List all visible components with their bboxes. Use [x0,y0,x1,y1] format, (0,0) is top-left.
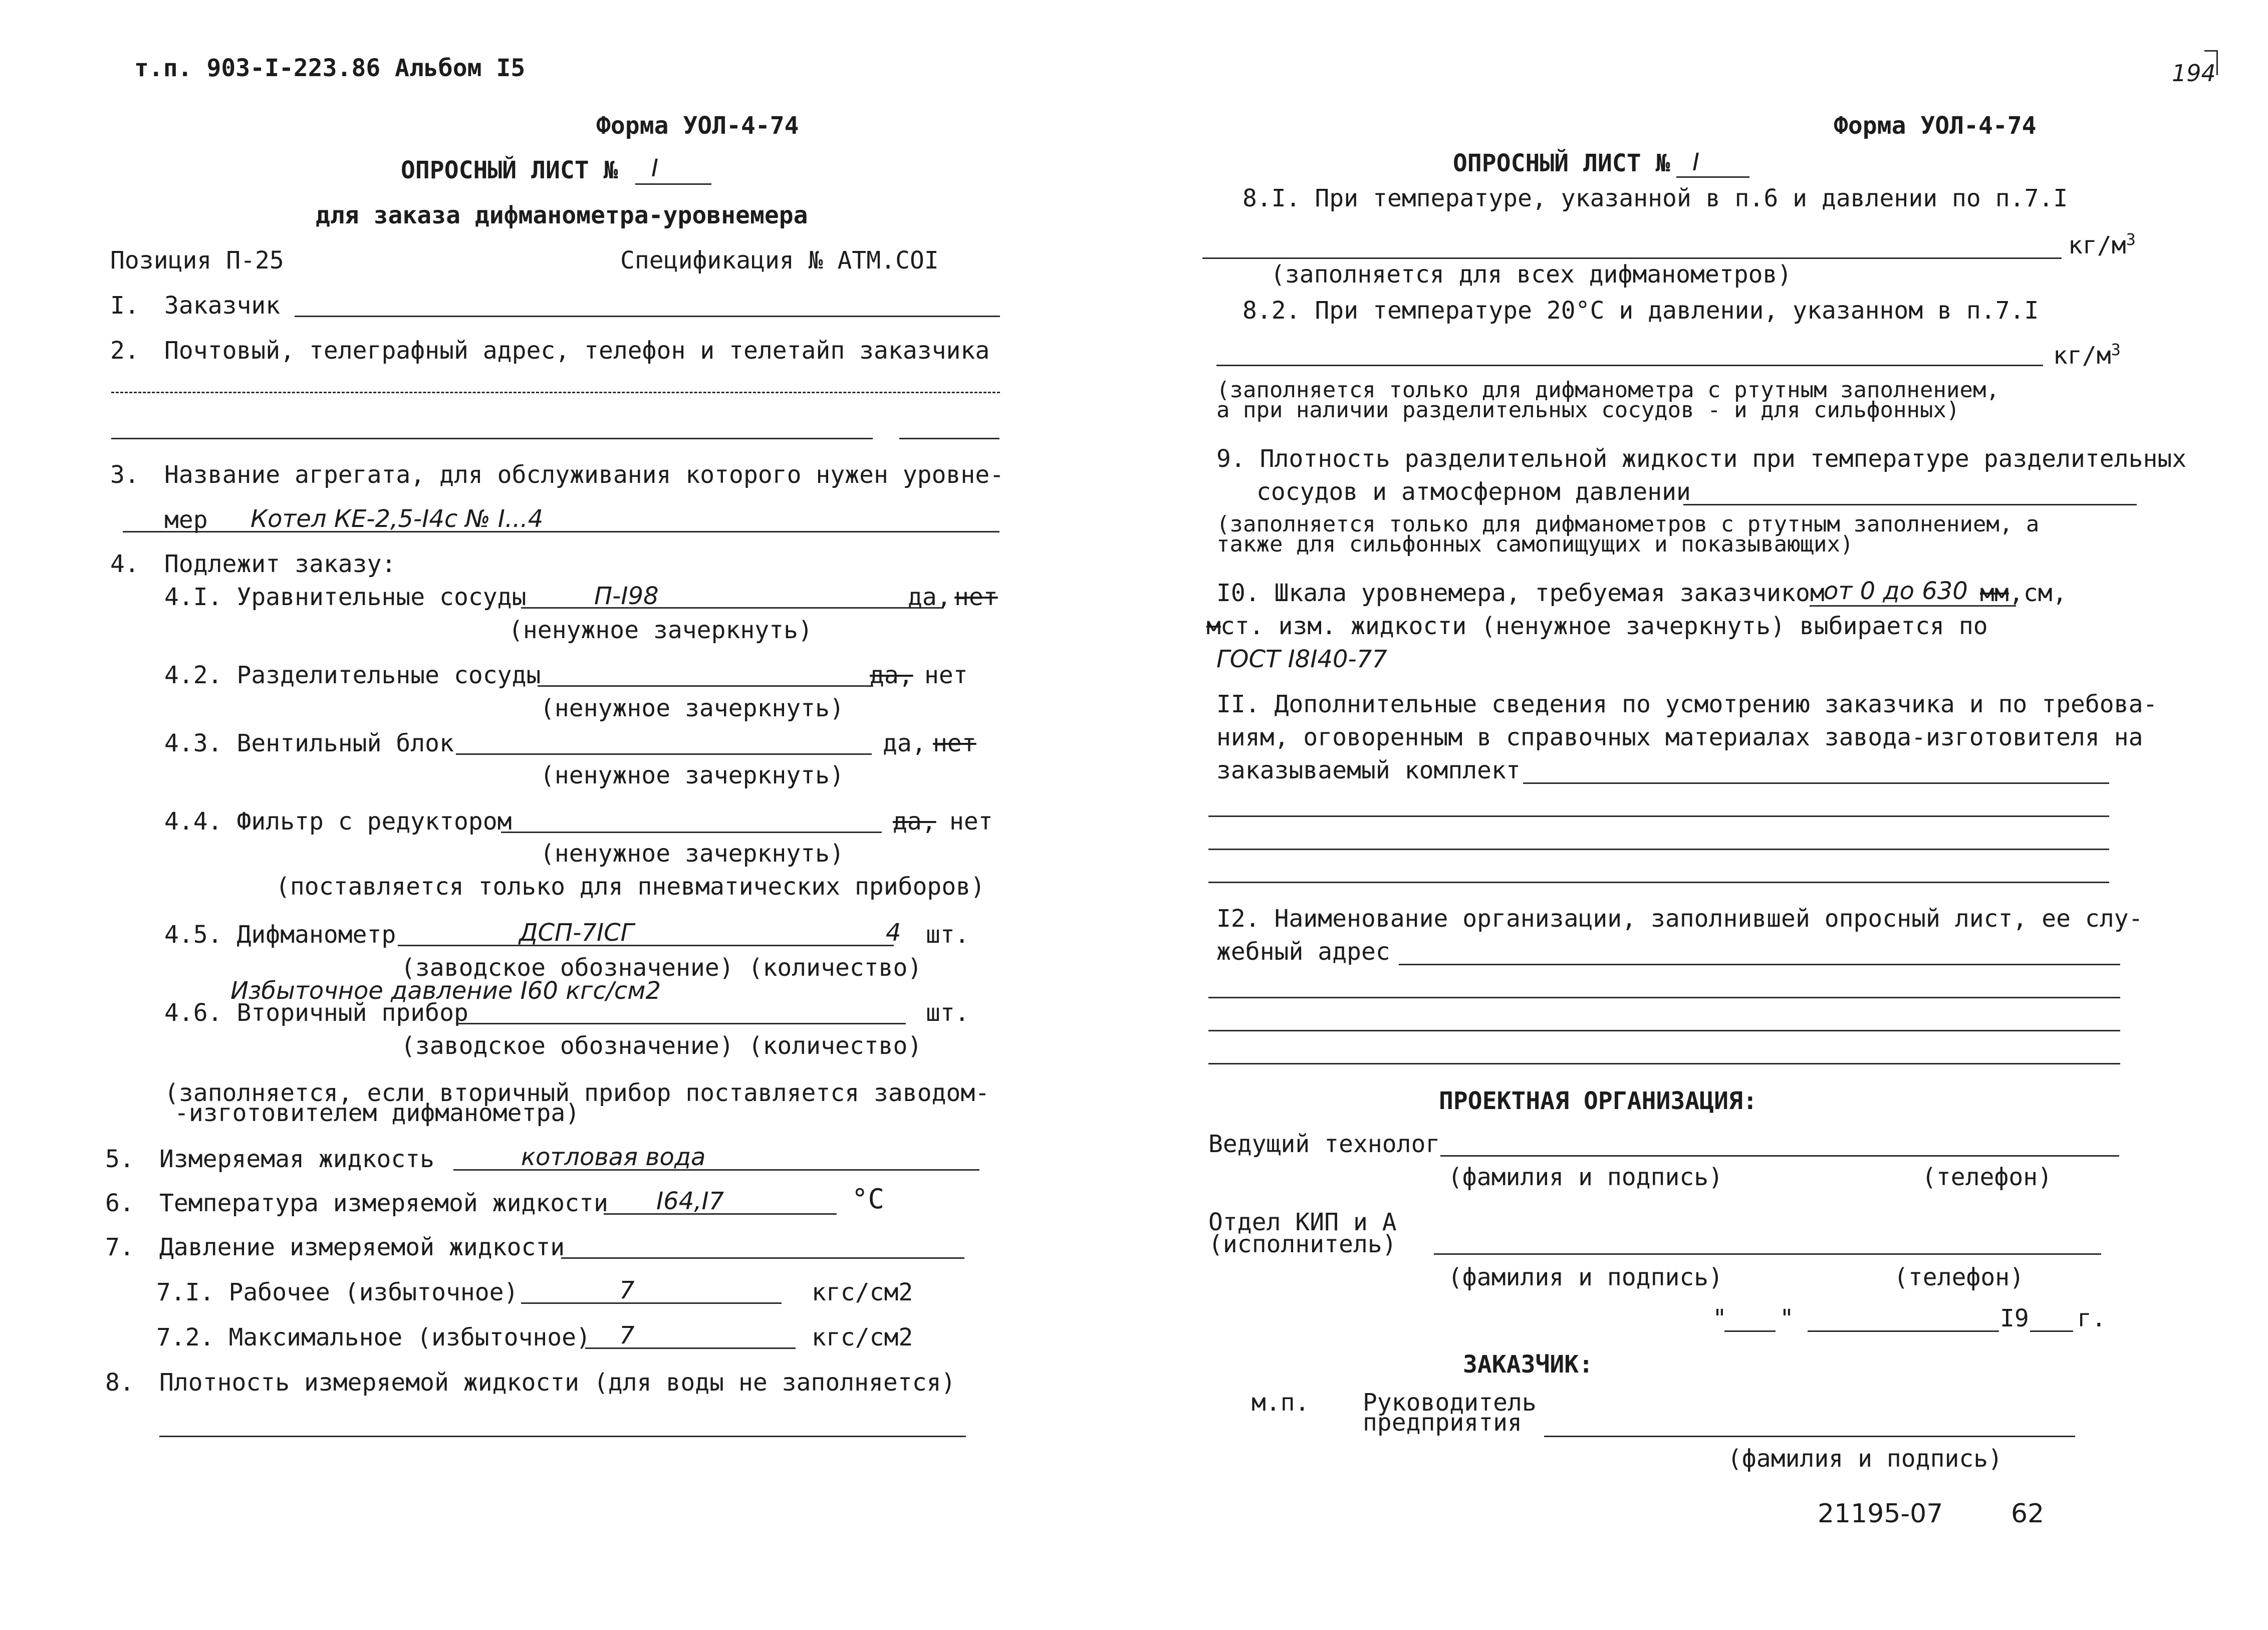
page-number: 194 [2172,60,2216,87]
enterprise-head-label-2: предприятия [1363,1409,1522,1437]
level-scale-cm[interactable]: ,см, [2009,579,2067,607]
kip-department-label: Отдел КИП и А [1208,1208,1397,1236]
max-pressure-label: 7.2. Максимальное (избыточное) [156,1323,591,1351]
measured-liquid-field[interactable] [453,1169,979,1171]
density-82-hint-1: (заполняется только для дифманометра с ртутным заполнением, [1216,377,1999,403]
kip-sign-hint: (фамилия и подпись) [1448,1263,1723,1291]
item-5-number: 5. [105,1145,134,1173]
separating-vessels-yes[interactable]: да, [870,661,913,689]
filter-reducer-field[interactable] [501,832,882,833]
secondary-device-note-1: (заполняется, если вторичный прибор поставляется заводом- [164,1079,990,1107]
separating-liquid-field[interactable] [1683,504,2137,505]
separating-liquid-hint-2: также для сильфонных самопищущих и показывающих) [1216,531,1854,557]
filter-reducer-label: 4.4. Фильтр с редуктором [164,807,512,836]
form-subtitle: для заказа дифманометра-уровнемера [316,201,808,229]
density-82-hint-2: а при наличии разделительных сосудов - и для сильфонных) [1216,397,1960,423]
item-6-number: 6. [105,1189,134,1217]
item-8-number: 8. [105,1369,134,1397]
organization-field-1[interactable] [1399,964,2120,965]
density-field[interactable] [159,1436,966,1437]
document-stamp: 21195-07 [1818,1499,1943,1529]
density-82-label: 8.2. При температуре 20°С и давлении, указанном в п.7.I [1242,297,2039,325]
item-1-number: I. [110,292,139,320]
differential-manometer-label: 4.5. Дифманометр [164,921,396,949]
separating-vessels-no[interactable]: нет [924,661,968,689]
secondary-device-hint: (заводское обозначение) (количество) [401,1032,922,1060]
specification-label: Спецификация № АТМ.СОI [620,246,939,275]
lead-technologist-label: Ведущий технолог [1208,1130,1440,1158]
secondary-device-label: 4.6. Вторичный прибор [164,999,468,1027]
customer-address-field-2[interactable] [111,438,873,439]
sheet-title-right: ОПРОСНЫЙ ЛИСТ № [1453,149,1670,177]
lead-technologist-field[interactable] [1440,1155,2119,1157]
organization-field-4[interactable] [1208,1063,2120,1064]
density-81-label: 8.I. При температуре, указанной в п.6 и давлении по п.7.I [1242,184,2068,212]
separating-vessels-hint: (ненужное зачеркнуть) [540,694,844,722]
date-day-field[interactable] [1724,1330,1776,1332]
density-81-hint: (заполняется для всех дифманометров) [1271,260,1792,289]
additional-info-label-2: ниям, оговоренным в справочных материалах завода-изготовителя на [1216,723,2143,751]
unit-name-prefix: мер [164,506,208,534]
separating-liquid-label-1: 9. Плотность разделительной жидкости при температуре разделительных [1216,445,2187,473]
secondary-device-field[interactable] [456,1023,906,1024]
max-pressure-value: 7 [619,1321,635,1349]
differential-manometer-hint: (заводское обозначение) (количество) [401,954,922,982]
pressure-field[interactable] [561,1257,964,1259]
sheet-number-right: I [1692,148,1700,176]
equalizing-vessels-label: 4.I. Уравнительные сосуды [164,583,527,611]
equalizing-vessels-yes[interactable]: да, [908,583,951,611]
enterprise-head-label-1: Руководитель [1363,1389,1537,1417]
organization-field-2[interactable] [1208,997,2120,998]
item-4-number: 4. [110,550,139,578]
differential-manometer-field[interactable] [398,945,894,946]
working-pressure-unit: кгс/см2 [812,1278,913,1306]
density-82-field[interactable] [1216,365,2043,366]
sheet-number-left: I [651,154,659,182]
project-organization-heading: ПРОЕКТНАЯ ОРГАНИЗАЦИЯ: [1439,1087,1757,1115]
form-code-right: Форма УОЛ-4-74 [1834,112,2037,140]
differential-manometer-value: ДСП-7IСГ [519,919,634,947]
temperature-field[interactable] [604,1213,837,1215]
separating-vessels-field[interactable] [538,685,873,687]
customer-field[interactable] [295,316,1000,317]
album-reference: т.п. 903-I-223.86 Альбом I5 [134,54,526,82]
differential-manometer-qty: 4 [886,919,901,947]
excess-pressure-note: Избыточное давление I60 кгс/см2 [230,977,661,1005]
additional-info-field-1[interactable] [1523,782,2109,784]
date-month-field[interactable] [1808,1330,1999,1332]
max-pressure-unit: кгс/см2 [812,1323,913,1351]
additional-info-field-3[interactable] [1208,849,2109,850]
differential-manometer-unit: шт. [926,921,969,949]
sheet-title-left: ОПРОСНЫЙ ЛИСТ № [401,156,618,184]
additional-info-label-1: II. Дополнительные сведения по усмотрению заказчика и по требова- [1216,690,2158,718]
temperature-value: I64,I7 [656,1187,724,1215]
kip-executor-field[interactable] [1434,1253,2101,1255]
density-82-unit: $кг/м^3$ [2053,340,2121,370]
position-label: Позиция П-25 [110,246,284,275]
unit-name-value: Котел КЕ-2,5-I4с № I...4 [250,505,544,533]
customer-label: Заказчик [164,292,281,320]
lead-technologist-sign-hint: (фамилия и подпись) [1448,1163,1723,1191]
max-pressure-field[interactable] [585,1347,796,1349]
seal-place-label: м.п. [1251,1389,1310,1417]
customer-heading: ЗАКАЗЧИК: [1463,1350,1594,1379]
working-pressure-field[interactable] [521,1302,782,1304]
equalizing-vessels-hint: (ненужное зачеркнуть) [509,616,813,644]
equalizing-vessels-value: П-I98 [594,582,659,610]
measured-liquid-value: котловая вода [521,1143,706,1171]
valve-block-hint: (ненужное зачеркнуть) [540,761,844,789]
separating-liquid-hint-1: (заполняется только для дифманометров с ртутным заполнением, а [1216,511,2040,537]
customer-address-field-3[interactable] [899,438,999,439]
separating-vessels-label: 4.2. Разделительные сосуды [164,661,541,689]
equalizing-vessels-field[interactable] [521,607,942,609]
date-year-field[interactable] [2030,1330,2073,1332]
temperature-unit: °С [852,1183,885,1215]
level-scale-range: от 0 до 630 [1824,577,1968,605]
filter-reducer-no[interactable]: нет [949,807,993,836]
page-corner-mark-vertical [2216,50,2218,75]
organization-label-1: I2. Наименование организации, заполнившей опросный лист, ее слу- [1216,905,2143,933]
filter-reducer-yes[interactable]: да, [893,807,936,836]
valve-block-yes[interactable]: да, [883,729,926,757]
equalizing-vessels-no[interactable]: нет [954,583,998,611]
additional-info-field-2[interactable] [1208,816,2109,817]
date-year-prefix: I9 [2000,1304,2029,1332]
document-sheet-number: 62 [2011,1499,2045,1529]
working-pressure-label: 7.I. Рабочее (избыточное) [156,1278,519,1306]
kip-phone-hint: (телефон) [1894,1263,2025,1291]
form-code-left: Форма УОЛ-4-74 [596,112,799,140]
density-81-field[interactable] [1202,257,2062,259]
filter-reducer-hint: (ненужное зачеркнуть) [540,840,844,868]
level-scale-label-2: ст. изм. жидкости (ненужное зачеркнуть) выбирается по [1220,612,1988,640]
item-2-number: 2. [110,337,139,365]
enterprise-head-field[interactable] [1544,1436,2075,1437]
level-scale-mm[interactable]: мм [1980,579,2009,607]
additional-info-label-3: заказываемый комплект [1216,756,1521,784]
unit-name-field[interactable] [123,531,999,532]
date-year-suffix: г. [2077,1304,2106,1332]
additional-info-field-4[interactable] [1208,882,2109,883]
density-label: Плотность измеряемой жидкости (для воды не заполняется) [159,1369,956,1397]
pneumatic-note: (поставляется только для пневматических приборов) [276,873,985,901]
page-corner-mark [2204,50,2217,52]
customer-address-field-1[interactable] [111,392,1000,393]
organization-field-3[interactable] [1208,1030,2120,1031]
enterprise-head-sign-hint: (фамилия и подпись) [1727,1445,2003,1473]
level-scale-label-1: I0. Шкала уровнемера, требуемая заказчиком [1216,579,1825,607]
unit-name-label: Название агрегата, для обслуживания которого нужен уровне- [164,461,1004,489]
date-quote-open: " [1712,1304,1727,1332]
gost-reference: ГОСТ I8I40-77 [1216,645,1387,673]
organization-label-2: жебный адрес [1216,938,1390,966]
valve-block-label: 4.3. Вентильный блок [164,729,454,757]
item-3-number: 3. [110,461,139,489]
date-quote-close: " [1780,1304,1794,1332]
separating-liquid-label-2: сосудов и атмосферном давлении [1256,478,1691,506]
working-pressure-value: 7 [619,1276,635,1304]
measured-liquid-label: Измеряемая жидкость [159,1145,435,1173]
order-items-label: Подлежит заказу: [164,550,396,578]
kip-executor-label: (исполнитель) [1208,1230,1397,1258]
secondary-device-note-2: -изготовителем дифманометра) [174,1099,580,1127]
density-81-unit: $кг/м^3$ [2068,230,2136,259]
valve-block-no[interactable]: нет [933,729,976,757]
temperature-label: Температура измеряемой жидкости [159,1189,608,1217]
sheet-number-line-left [635,183,711,185]
secondary-device-unit: шт. [926,999,969,1027]
customer-address-label: Почтовый, телеграфный адрес, телефон и телетайп заказчика [164,337,990,365]
item-7-number: 7. [105,1233,134,1261]
valve-block-field[interactable] [456,753,872,755]
pressure-label: Давление измеряемой жидкости [159,1233,565,1261]
level-scale-m[interactable]: м [1206,612,1221,640]
sheet-number-line-right [1676,176,1749,178]
lead-technologist-phone-hint: (телефон) [1922,1163,2053,1191]
